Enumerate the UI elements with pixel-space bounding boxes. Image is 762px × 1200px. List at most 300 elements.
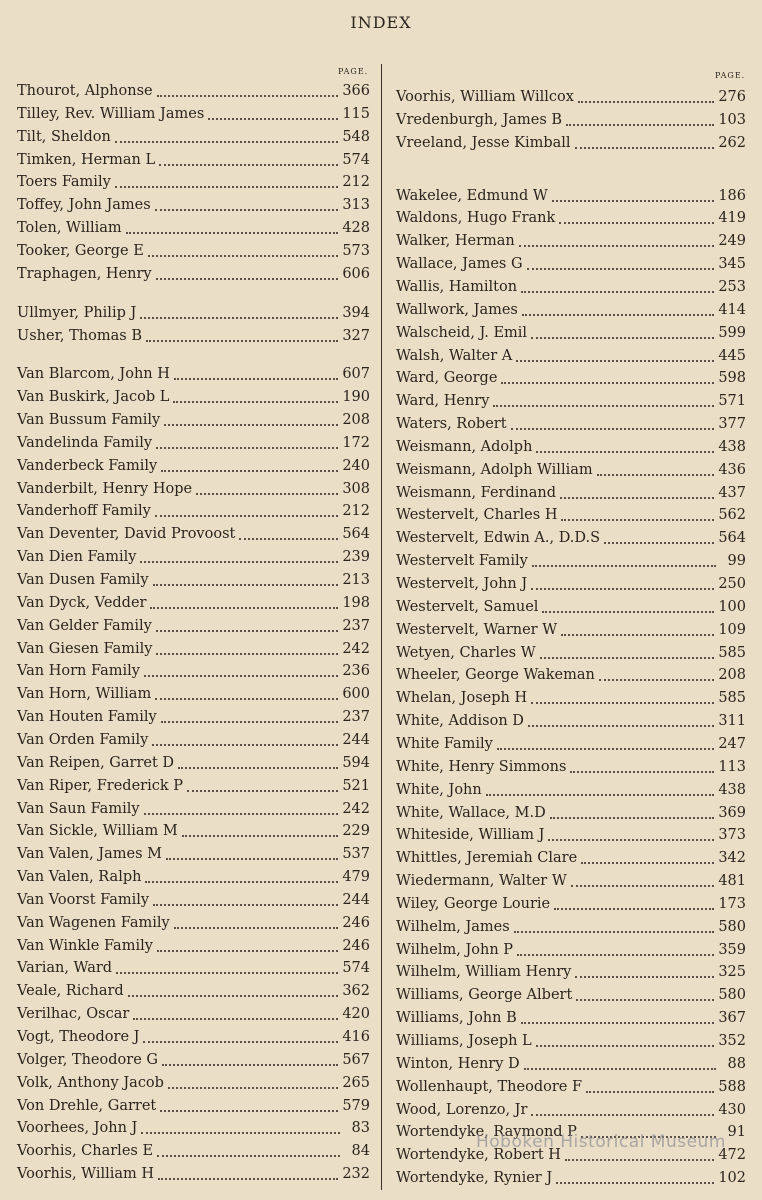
entry-page: 102: [718, 1170, 746, 1186]
watermark: Hoboken Historical Museum: [476, 1132, 726, 1152]
index-entry: [17, 1095, 370, 1117]
entry-page: 574: [342, 152, 370, 168]
entry-page: 213: [342, 572, 370, 588]
index-entry: [17, 523, 370, 545]
entry-name: Traphagen, Henry: [17, 266, 152, 282]
entry-name: White, Wallace, M.D: [396, 805, 546, 821]
entry-name: Wallace, James G: [396, 256, 523, 272]
index-entry: [396, 230, 746, 252]
entry-name: Wortendyke, Robert H: [396, 1147, 561, 1163]
entry-name: Tilley, Rev. William James: [17, 106, 205, 122]
dot-leader: [140, 317, 338, 319]
entry-name: Van Orden Family: [17, 732, 149, 748]
index-entry: [396, 550, 746, 572]
entry-name: Ward, George: [396, 370, 498, 386]
index-entry: [396, 710, 746, 732]
dot-leader: [497, 748, 714, 750]
entry-page: 308: [342, 481, 370, 497]
dot-leader: [486, 794, 715, 796]
dot-leader: [536, 451, 714, 453]
dot-leader: [157, 950, 338, 952]
entry-page: 84: [351, 1143, 370, 1159]
dot-leader: [174, 378, 338, 380]
entry-page: 103: [718, 112, 746, 128]
entry-page: 327: [342, 328, 370, 344]
entry-page: 571: [718, 393, 746, 409]
entry-page: 537: [342, 846, 370, 862]
dot-leader: [552, 200, 715, 202]
entry-name: Westervelt, Charles H: [396, 507, 558, 523]
entry-name: Wakelee, Edmund W: [396, 188, 548, 204]
entry-page: 579: [342, 1098, 370, 1114]
entry-name: Wollenhaupt, Theodore F: [396, 1079, 583, 1095]
entry-name: Vandelinda Family: [17, 435, 153, 451]
entry-name: Williams, George Albert: [396, 987, 573, 1003]
index-entry: [17, 455, 370, 477]
entry-page: 588: [718, 1079, 746, 1095]
index-entry: [17, 240, 370, 262]
entry-name: Weismann, Ferdinand: [396, 485, 556, 501]
entry-page: 437: [718, 485, 746, 501]
dot-leader: [178, 767, 338, 769]
index-entry: [396, 390, 746, 412]
entry-page: 236: [342, 663, 370, 679]
dot-leader: [519, 245, 715, 247]
entry-name: Van Winkle Family: [17, 938, 153, 954]
entry-page: 186: [718, 188, 746, 204]
entry-page: 594: [342, 755, 370, 771]
entry-name: Wilhelm, John P: [396, 942, 514, 958]
index-entry: [17, 775, 370, 797]
index-entry: [17, 752, 370, 774]
entry-page: 244: [342, 892, 370, 908]
entry-page: 607: [342, 366, 370, 382]
entry-page: 237: [342, 618, 370, 634]
index-entry: [17, 325, 370, 347]
entry-page: 250: [718, 576, 746, 592]
entry-page: 244: [342, 732, 370, 748]
index-entry: [17, 1072, 370, 1094]
dot-leader: [116, 972, 338, 974]
entry-page: 208: [342, 412, 370, 428]
entry-page: 212: [342, 503, 370, 519]
entry-name: Whelan, Joseph H: [396, 690, 528, 706]
index-entry: [396, 132, 746, 154]
entry-name: Van Riper, Frederick P: [17, 778, 183, 794]
index-entry: [396, 1053, 746, 1075]
entry-page: 232: [342, 1166, 370, 1182]
index-entry: [396, 253, 746, 275]
entry-name: Van Dusen Family: [17, 572, 149, 588]
entry-page: 113: [718, 759, 746, 775]
dot-leader: [575, 976, 714, 978]
index-entry: [396, 1076, 746, 1098]
dot-leader: [524, 1068, 716, 1070]
dot-leader: [141, 1132, 340, 1134]
dot-leader: [140, 561, 338, 563]
index-entry: [17, 432, 370, 454]
dot-leader: [521, 1022, 715, 1024]
entry-name: White Family: [396, 736, 493, 752]
index-entry: [396, 619, 746, 641]
entry-page: 247: [718, 736, 746, 752]
dot-leader: [168, 1087, 338, 1089]
dot-leader: [173, 401, 338, 403]
entry-name: Wiley, George Lourie: [396, 896, 551, 912]
dot-leader: [578, 101, 714, 103]
entry-page: 428: [342, 220, 370, 236]
index-entry: [17, 638, 370, 660]
index-entry: [396, 322, 746, 344]
index-entry: [17, 171, 370, 193]
entry-page: 342: [718, 850, 746, 866]
entry-page: 198: [342, 595, 370, 611]
entry-name: Van Wagenen Family: [17, 915, 170, 931]
entry-page: 436: [718, 462, 746, 478]
entry-name: Van Dien Family: [17, 549, 137, 565]
dot-leader: [146, 340, 338, 342]
dot-leader: [155, 209, 339, 211]
entry-name: Walsh, Walter A: [396, 348, 513, 364]
entry-page: 599: [718, 325, 746, 341]
index-entry: [17, 569, 370, 591]
index-entry: [17, 194, 370, 216]
dot-leader: [560, 497, 714, 499]
entry-name: Vogt, Theodore J: [17, 1029, 140, 1045]
entry-page: 567: [342, 1052, 370, 1068]
entry-page: 88: [727, 1056, 746, 1072]
dot-leader: [153, 904, 338, 906]
entry-name: Toffey, John James: [17, 197, 151, 213]
index-entry: [17, 217, 370, 239]
dot-leader: [576, 999, 714, 1001]
index-entry: [396, 642, 746, 664]
index-entry: [17, 866, 370, 888]
dot-leader: [501, 382, 714, 384]
dot-leader: [196, 493, 338, 495]
entry-name: Tilt, Sheldon: [17, 129, 111, 145]
entry-name: Wood, Lorenzo, Jr: [396, 1102, 528, 1118]
index-entry: [17, 957, 370, 979]
dot-leader: [155, 515, 338, 517]
dot-leader: [182, 835, 339, 837]
entry-page: 564: [342, 526, 370, 542]
entry-page: 83: [351, 1120, 370, 1136]
dot-leader: [542, 611, 714, 613]
dot-leader: [162, 1064, 338, 1066]
dot-leader: [126, 232, 339, 234]
entry-page: 239: [342, 549, 370, 565]
entry-name: Tolen, William: [17, 220, 122, 236]
entry-name: Thourot, Alphonse: [17, 83, 153, 99]
index-entry: [17, 820, 370, 842]
entry-page: 574: [342, 960, 370, 976]
index-entry: [17, 500, 370, 522]
entry-page: 253: [718, 279, 746, 295]
dot-leader: [144, 675, 338, 677]
index-entry: [17, 80, 370, 102]
entry-name: Walscheid, J. Emil: [396, 325, 528, 341]
dot-leader: [566, 124, 714, 126]
index-entry: [17, 980, 370, 1002]
dot-leader: [156, 630, 338, 632]
dot-leader: [161, 721, 339, 723]
index-entry: [17, 843, 370, 865]
entry-page: 362: [342, 983, 370, 999]
entry-page: 419: [718, 210, 746, 226]
index-entry: [396, 459, 746, 481]
index-entry: [396, 504, 746, 526]
index-entry: [17, 263, 370, 285]
entry-page: 208: [718, 667, 746, 683]
entry-page: 600: [342, 686, 370, 702]
entry-name: Westervelt, Samuel: [396, 599, 539, 615]
entry-name: Williams, John B: [396, 1010, 517, 1026]
entry-name: Van Valen, Ralph: [17, 869, 142, 885]
entry-page: 265: [342, 1075, 370, 1091]
entry-name: Tooker, George E: [17, 243, 144, 259]
entry-page: 99: [727, 553, 746, 569]
dot-leader: [556, 1182, 714, 1184]
entry-name: Vanderbilt, Henry Hope: [17, 481, 193, 497]
index-entry: [396, 687, 746, 709]
index-entry: [396, 756, 746, 778]
entry-page: 430: [718, 1102, 746, 1118]
entry-name: Van Buskirk, Jacob L: [17, 389, 170, 405]
index-entry: [17, 729, 370, 751]
entry-name: Wetyen, Charles W: [396, 645, 536, 661]
entry-page: 359: [718, 942, 746, 958]
entry-page: 377: [718, 416, 746, 432]
dot-leader: [144, 813, 339, 815]
entry-name: Volger, Theodore G: [17, 1052, 158, 1068]
index-entry: [396, 596, 746, 618]
dot-leader: [161, 470, 338, 472]
dot-leader: [550, 817, 715, 819]
entry-name: Usher, Thomas B: [17, 328, 142, 344]
index-entry: [396, 482, 746, 504]
entry-name: Vanderbeck Family: [17, 458, 158, 474]
dot-leader: [128, 995, 339, 997]
index-entry: [17, 103, 370, 125]
dot-leader: [166, 858, 338, 860]
index-entry: [17, 302, 370, 324]
entry-name: Williams, Joseph L: [396, 1033, 532, 1049]
entry-page: 366: [342, 83, 370, 99]
dot-leader: [565, 1159, 714, 1161]
index-entry: [396, 276, 746, 298]
index-entry: [396, 1007, 746, 1029]
dot-leader: [522, 314, 714, 316]
dot-leader: [156, 278, 339, 280]
entry-name: Westervelt, Edwin A., D.D.S: [396, 530, 601, 546]
page-title: INDEX: [350, 13, 412, 32]
index-entry: [396, 870, 746, 892]
entry-page: 573: [342, 243, 370, 259]
index-entry: [17, 1163, 370, 1185]
column-divider: [381, 64, 382, 1190]
entry-name: Waters, Robert: [396, 416, 507, 432]
index-entry: [17, 798, 370, 820]
entry-name: Van Bussum Family: [17, 412, 161, 428]
index-entry: [396, 893, 746, 915]
entry-name: Varian, Ward: [17, 960, 113, 976]
entry-page: 367: [718, 1010, 746, 1026]
entry-page: 445: [718, 348, 746, 364]
entry-page: 394: [342, 305, 370, 321]
dot-leader: [561, 519, 714, 521]
entry-name: Van Blarcom, John H: [17, 366, 170, 382]
index-entry: [396, 1167, 746, 1189]
index-entry: [17, 706, 370, 728]
entry-page: 472: [718, 1147, 746, 1163]
index-entry: [396, 345, 746, 367]
index-entry: [17, 149, 370, 171]
dot-leader: [571, 885, 715, 887]
entry-page: 562: [718, 507, 746, 523]
dot-leader: [536, 1045, 715, 1047]
dot-leader: [561, 634, 714, 636]
entry-page: 373: [718, 827, 746, 843]
entry-page: 237: [342, 709, 370, 725]
dot-leader: [599, 679, 714, 681]
entry-name: Walker, Herman: [396, 233, 515, 249]
entry-name: Whiteside, William J: [396, 827, 545, 843]
entry-page: 115: [342, 106, 370, 122]
entry-page: 246: [342, 938, 370, 954]
dot-leader: [156, 653, 338, 655]
index-entry: [17, 615, 370, 637]
index-entry: [396, 413, 746, 435]
entry-name: Wallis, Hamilton: [396, 279, 518, 295]
entry-name: Wheeler, George Wakeman: [396, 667, 595, 683]
dot-leader: [575, 147, 715, 149]
entry-name: Voorhis, William Willcox: [396, 89, 574, 105]
index-entry: [396, 367, 746, 389]
index-entry: [17, 683, 370, 705]
entry-name: Van Dyck, Vedder: [17, 595, 147, 611]
entry-page: 420: [342, 1006, 370, 1022]
entry-page: 585: [718, 645, 746, 661]
entry-page: 548: [342, 129, 370, 145]
dot-leader: [597, 474, 715, 476]
index-entry: [396, 802, 746, 824]
index-entry: [17, 1140, 370, 1162]
dot-leader: [554, 908, 714, 910]
entry-name: Volk, Anthony Jacob: [17, 1075, 164, 1091]
index-entry: [396, 299, 746, 321]
entry-page: 173: [718, 896, 746, 912]
index-entry: [396, 733, 746, 755]
dot-leader: [150, 607, 338, 609]
entry-name: Wilhelm, James: [396, 919, 510, 935]
index-entry: [396, 207, 746, 229]
index-entry: [396, 824, 746, 846]
entry-page: 580: [718, 919, 746, 935]
entry-name: Vanderhoff Family: [17, 503, 151, 519]
entry-name: Weismann, Adolph William: [396, 462, 593, 478]
entry-page: 100: [718, 599, 746, 615]
dot-leader: [493, 405, 714, 407]
dot-leader: [187, 790, 338, 792]
index-entry: [396, 984, 746, 1006]
index-entry: [17, 889, 370, 911]
entry-name: Whittles, Jeremiah Clare: [396, 850, 578, 866]
dot-leader: [133, 1018, 338, 1020]
entry-name: Van Horn Family: [17, 663, 140, 679]
dot-leader: [174, 927, 339, 929]
entry-name: Van Gelder Family: [17, 618, 152, 634]
dot-leader: [570, 771, 714, 773]
entry-name: Ullmyer, Philip J: [17, 305, 137, 321]
left-page-header: PAGE.: [338, 67, 369, 76]
entry-name: Westervelt, John J: [396, 576, 528, 592]
entry-name: Van Sickle, William M: [17, 823, 178, 839]
dot-leader: [239, 538, 338, 540]
right-page-header: PAGE.: [715, 71, 746, 80]
dot-leader: [157, 95, 339, 97]
entry-name: White, Addison D: [396, 713, 524, 729]
entry-page: 345: [718, 256, 746, 272]
index-entry: [17, 363, 370, 385]
index-entry: [396, 86, 746, 108]
index-entry: [396, 185, 746, 207]
dot-leader: [158, 1178, 338, 1180]
index-entry: [396, 573, 746, 595]
entry-name: Van Valen, James M: [17, 846, 162, 862]
index-entry: [17, 386, 370, 408]
entry-page: 262: [718, 135, 746, 151]
entry-name: Wiedermann, Walter W: [396, 873, 567, 889]
dot-leader: [516, 360, 714, 362]
index-entry: [17, 1049, 370, 1071]
entry-name: Van Voorst Family: [17, 892, 150, 908]
dot-leader: [527, 268, 715, 270]
entry-name: White, John: [396, 782, 482, 798]
entry-name: Van Saun Family: [17, 801, 140, 817]
dot-leader: [604, 542, 714, 544]
dot-leader: [581, 862, 714, 864]
index-entry: [396, 939, 746, 961]
dot-leader: [528, 725, 714, 727]
index-entry: [17, 1117, 370, 1139]
entry-name: Weismann, Adolph: [396, 439, 533, 455]
entry-page: 242: [342, 801, 370, 817]
dot-leader: [164, 424, 338, 426]
index-entry: [396, 436, 746, 458]
dot-leader: [548, 839, 714, 841]
dot-leader: [531, 588, 714, 590]
index-entry: [17, 546, 370, 568]
index-entry: [17, 912, 370, 934]
entry-page: 229: [342, 823, 370, 839]
entry-page: 580: [718, 987, 746, 1003]
entry-page: 438: [718, 439, 746, 455]
index-entry: [396, 1030, 746, 1052]
entry-page: 242: [342, 641, 370, 657]
entry-page: 246: [342, 915, 370, 931]
entry-name: Veale, Richard: [17, 983, 124, 999]
dot-leader: [152, 744, 338, 746]
entry-page: 325: [718, 964, 746, 980]
entry-name: Vredenburgh, James B: [396, 112, 563, 128]
entry-page: 479: [342, 869, 370, 885]
index-entry: [396, 779, 746, 801]
entry-page: 276: [718, 89, 746, 105]
dot-leader: [159, 164, 338, 166]
entry-page: 311: [718, 713, 746, 729]
entry-name: Timken, Herman L: [17, 152, 156, 168]
